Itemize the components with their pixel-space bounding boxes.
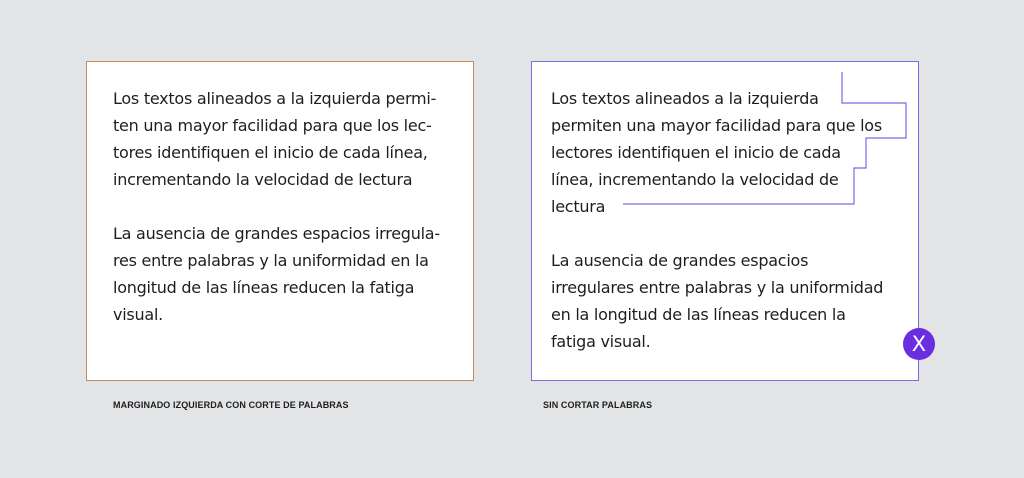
- text-line: incrementando la velocidad de lectura: [113, 170, 413, 189]
- no-hyphenation-paragraph-1: [551, 85, 882, 220]
- text-line: lectores identifiquen el inicio de cada: [551, 143, 841, 162]
- text-line: fatiga visual.: [551, 332, 651, 351]
- hyphenated-paragraph-2: [113, 220, 440, 328]
- badge-label: X: [911, 332, 927, 356]
- no-hyphenation-caption: SIN CORTAR PALABRAS: [543, 400, 653, 410]
- text-line: Los textos alineados a la izquierda permi-: [113, 89, 437, 108]
- text-line: La ausencia de grandes espacios irregula-: [113, 224, 440, 243]
- text-line: La ausencia de grandes espacios: [551, 251, 809, 270]
- text-line: ten una mayor facilidad para que los lec-: [113, 116, 432, 135]
- text-line: res entre palabras y la uniformidad en la: [113, 251, 429, 270]
- text-line: irregulares entre palabras y la uniformidad: [551, 278, 884, 297]
- text-line: longitud de las líneas reducen la fatiga: [113, 278, 415, 297]
- text-line: visual.: [113, 305, 163, 324]
- hyphenated-caption: MARGINADO IZQUIERDA CON CORTE DE PALABRAS: [113, 400, 349, 410]
- text-line: lectura: [551, 197, 606, 216]
- hyphenated-paragraph-1: [113, 85, 436, 193]
- x-mark-icon: [903, 328, 935, 360]
- no-hyphenation-paragraph-2: [551, 247, 883, 355]
- text-line: Los textos alineados a la izquierda: [551, 89, 819, 108]
- text-line: tores identifiquen el inicio de cada línea,: [113, 143, 428, 162]
- text-line: permiten una mayor facilidad para que los: [551, 116, 882, 135]
- text-line: línea, incrementando la velocidad de: [551, 170, 839, 189]
- text-line: en la longitud de las líneas reducen la: [551, 305, 846, 324]
